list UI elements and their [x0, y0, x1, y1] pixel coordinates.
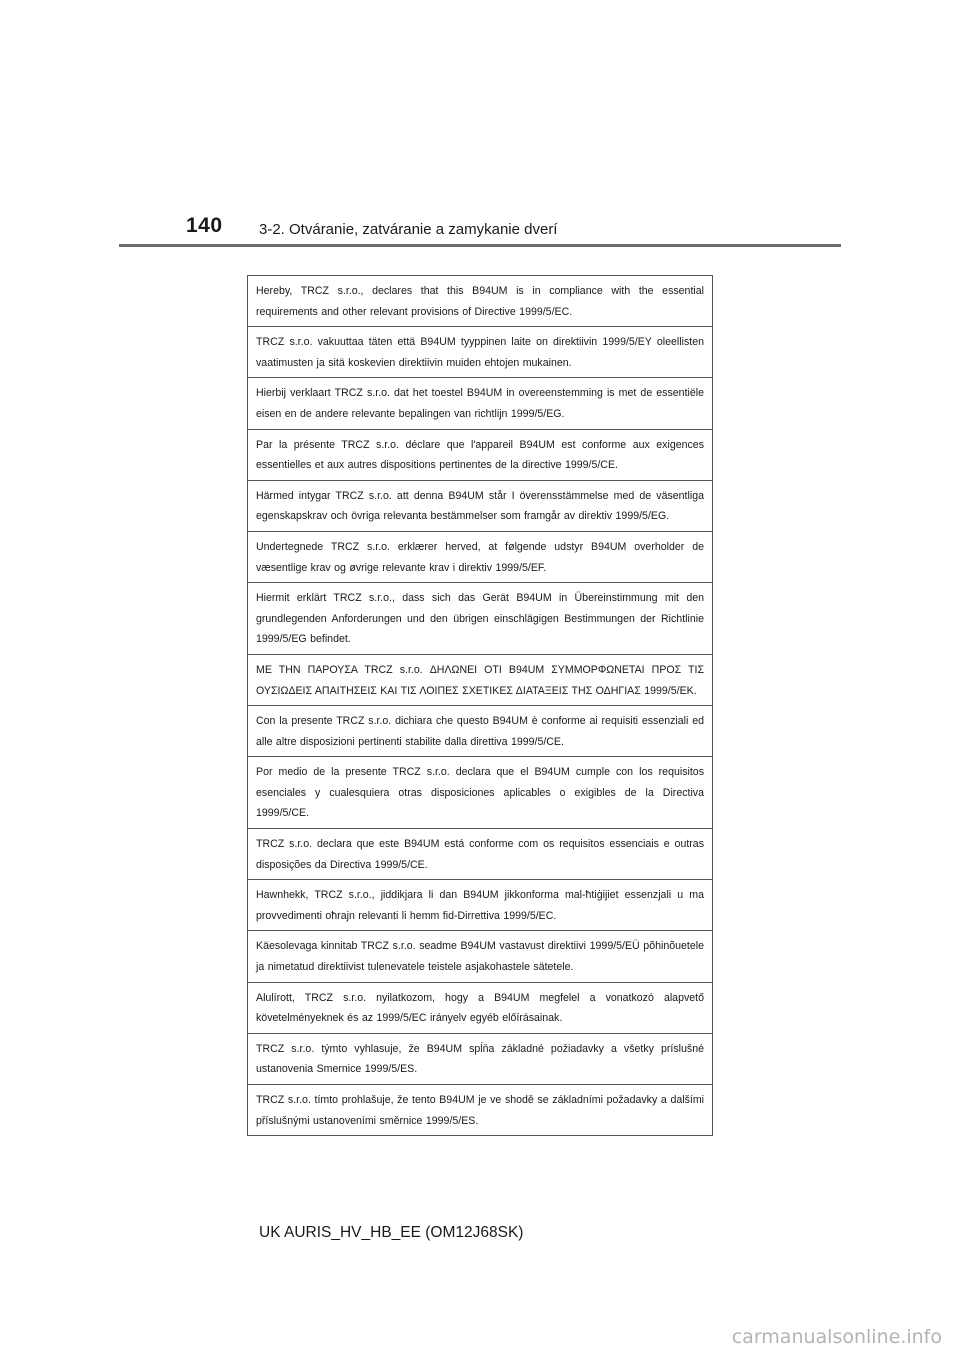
declaration-sk: TRCZ s.r.o. týmto vyhlasuje, že B94UM spĺňa základné požiadavky a všetky príslušné ustanovenia Smernice 1999/5/ES. — [248, 1033, 712, 1084]
page-number: 140 — [186, 214, 223, 237]
declaration-da: Undertegnede TRCZ s.r.o. erklærer herved, at følgende udstyr B94UM overholder de væsentlige krav og øvrige relevante krav i direktiv 1999/5/EF. — [248, 531, 712, 582]
declarations-table — [247, 275, 713, 1136]
declaration-hu: Alulírott, TRCZ s.r.o. nyilatkozom, hogy a B94UM megfelel a vonatkozó alapvető követelményeknek és az 1999/5/EC irányelv egyéb előírásainak. — [248, 982, 712, 1033]
declaration-pt: TRCZ s.r.o. declara que este B94UM está conforme com os requisitos essenciais e outras disposições da Directiva 1999/5/CE. — [248, 828, 712, 879]
declaration-el: ΜΕ ΤΗΝ ΠΑΡΟΥΣΑ TRCZ s.r.o. ΔΗΛΩΝΕΙ ΟΤΙ B94UM ΣΥΜΜΟΡΦΩΝΕΤΑΙ ΠΡΟΣ ΤΙΣ ΟΥΣΙΩΔΕΙΣ ΑΠΑΙΤΗΣΕΙΣ ΚΑΙ ΤΙΣ ΛΟΙΠΕΣ ΣΧΕΤΙΚΕΣ ΔΙΑΤΑΞΕΙΣ ΤΗΣ ΟΔΗΓΙΑΣ 1999/5/ΕΚ. — [248, 654, 712, 705]
header-rule — [119, 244, 841, 247]
declaration-cs: TRCZ s.r.o. tímto prohlašuje, že tento B94UM je ve shodě se základními požadavky a dalšími příslušnými ustanoveními směrnice 1999/5/ES. — [248, 1084, 712, 1135]
declaration-it: Con la presente TRCZ s.r.o. dichiara che questo B94UM è conforme ai requisiti essenziali ed alle altre disposizioni pertinenti stabilite dalla direttiva 1999/5/CE. — [248, 705, 712, 756]
declaration-nl: Hierbij verklaart TRCZ s.r.o. dat het toestel B94UM in overeenstemming is met de essentiële eisen en de andere relevante bepalingen van richtlijn 1999/5/EG. — [248, 377, 712, 428]
declaration-fi: TRCZ s.r.o. vakuuttaa täten että B94UM tyyppinen laite on direktiivin 1999/5/EY oleellisten vaatimusten ja sitä koskevien direktiivin muiden ehtojen mukainen. — [248, 326, 712, 377]
declaration-et: Käesolevaga kinnitab TRCZ s.r.o. seadme B94UM vastavust direktiivi 1999/5/EÜ põhinõuetele ja nimetatud direktiivist tulenevatele teistele asjakohastele sätetele. — [248, 930, 712, 981]
footer-document-code: UK AURIS_HV_HB_EE (OM12J68SK) — [259, 1224, 524, 1241]
declaration-es: Por medio de la presente TRCZ s.r.o. declara que el B94UM cumple con los requisitos esenciales y cualesquiera otras disposiciones aplicables o exigibles de la Directiva 1999/5/CE. — [248, 756, 712, 828]
section-title: 3-2. Otváranie, zatváranie a zamykanie dverí — [259, 221, 558, 238]
declaration-sv: Härmed intygar TRCZ s.r.o. att denna B94UM står I överensstämmelse med de väsentliga egenskapskrav och övriga relevanta bestämmelser som framgår av direktiv 1999/5/EG. — [248, 480, 712, 531]
declaration-de: Hiermit erklärt TRCZ s.r.o., dass sich das Gerät B94UM in Übereinstimmung mit den grundlegenden Anforderungen und den übrigen einschlägigen Bestimmungen der Richtlinie 1999/5/EG befindet. — [248, 582, 712, 654]
declaration-mt: Hawnhekk, TRCZ s.r.o., jiddikjara li dan B94UM jikkonforma mal-ħtiġijiet essenzjali u ma provvedimenti oħrajn relevanti li hemm fid-Dirrettiva 1999/5/EC. — [248, 879, 712, 930]
declaration-fr: Par la présente TRCZ s.r.o. déclare que l'appareil B94UM est conforme aux exigences essentielles et aux autres dispositions pertinentes de la directive 1999/5/CE. — [248, 429, 712, 480]
declaration-en: Hereby, TRCZ s.r.o., declares that this B94UM is in compliance with the essential requirements and other relevant provisions of Directive 1999/5/EC. — [256, 285, 704, 318]
watermark: carmanualsonline.info — [731, 1326, 942, 1348]
